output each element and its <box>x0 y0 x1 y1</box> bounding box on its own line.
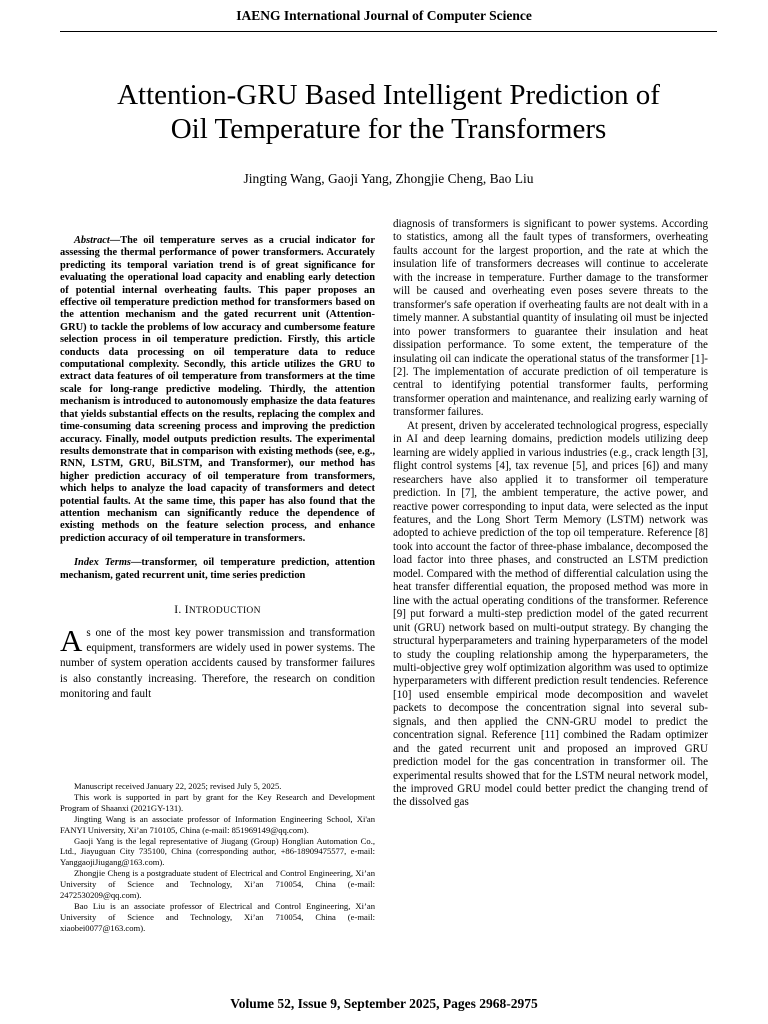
footnote-author-2: Gaoji Yang is the legal representative of Jiugang (Group) Honglian Automation Co., Ltd., Jiayuguan City 735100, China (corresponding author, +86-18909475577, e-mail: YanggaojiJiugang@163.com). <box>60 835 375 868</box>
header-rule <box>60 31 717 32</box>
title-line-1: Attention-GRU Based Intelligent Prediction of <box>117 79 660 111</box>
introduction-text: s one of the most key power transmission and transformation equipment, transformers are widely used in power systems. The number of system operation accidents caused by transformer failures is also constantly increasing. Therefore, the research on condition monitoring and fault <box>60 626 375 700</box>
body-paragraph-1: diagnosis of transformers is significant to power systems. According to statistics, among all the fault types of transformers, overheating faults account for the largest proportion, and the rate at which the insulation life of transformers decreases will continue to accelerate with the increase in temperature. Further damage to the transformer will be caused and overheating even poses severe threats to the transformer's safe operation if overheating faults are not dealt with in a timely manner. A substantial quantity of insulating oil must be injected into power transformers to guarantee their insulation and heat dissipation performance. To some extent, the temperature of the insulating oil can indicate the operational status of the transformer [1]-[2]. The implementation of accurate prediction of oil temperature is central to identifying potential transformer faults, performing transformer operation and maintenance, and realizing early warning of transformer failures. <box>393 218 708 419</box>
index-terms-text: —transformer, oil temperature prediction, attention mechanism, gated recurrent unit, time series prediction <box>60 557 375 581</box>
section-heading-introduction <box>60 604 375 616</box>
left-column <box>60 235 375 702</box>
body-paragraph-2: At present, driven by accelerated technological progress, especially in AI and deep learning domains, prediction models utilizing deep learning are widely applied in various industries (e.g., crack length [3], flight control systems [4], tax revenue [5], and prices [6]) and many researchers have also applied it to transformer oil temperature prediction. In [7], the ambient temperature, the active power, and reactive power corresponding to input data, were selected as the input features, and the Long Short Term Memory (LSTM) network was adopted to achieve prediction of the top oil temperature. Reference [8] took into account the factor of three-phase imbalance, decomposed the load factor into three phases, and constructed an LSTM prediction model. Compared with the method of differential calculation using the heat transfer differential equation, the proposed method was more in line with the actual operating conditions of the transformer. Reference [9] put forward a multi-step prediction model of the gated recurrent unit (GRU) network based on multi-output strategy. By changing the structural hyperparameters and training hyperparameters of the model to study the coupling relationship among the hyperparameters, the multi-objective grey wolf optimization algorithm was used to optimize hyperparameters with different prediction result tendencies. Reference [10] used ensemble empirical mode decomposition and wavelet packets to decompose the concentration signal into several sub-signals, and then applied the CNN-GRU model to predict the concentration signal. Reference [11] combined the Radam optimizer and the gated recurrent unit and proposed an improved GRU prediction model for the gas concentration in transformer oil. The experimental results showed that for the LSTM neural network model, the improved GRU model could better predict the changing trend of the dissolved gas <box>393 419 708 809</box>
footnotes <box>60 781 375 934</box>
footnote-author-1: Jingting Wang is an associate professor of Information Engineering School, Xi'an FANYI University, Xi’an 710105, China (e-mail: 851969149@qq.com). <box>60 813 375 835</box>
dropcap-letter: A <box>60 622 83 658</box>
abstract-label: Abstract <box>74 235 110 246</box>
footnote-funding: This work is supported in part by grant for the Key Research and Development Program of Shaanxi (2021GY-131). <box>60 791 375 813</box>
page-footer: Volume 52, Issue 9, September 2025, Pages 2968-2975 <box>230 996 538 1011</box>
abstract-text: —The oil temperature serves as a crucial indicator for assessing the thermal performance of power transformers. Accurately predicting its temporal variation trend is of great significance for evaluating the operational load capacity and enabling early detection of potential internal overheating faults. This paper proposes an effective oil temperature prediction method for transformers based on the attention mechanism and the gated recurrent unit (Attention-GRU) to tackle the problems of low accuracy and cumbersome feature selection process in oil temperature prediction. Firstly, this article conducts data processing on oil temperature data to reduce computational complexity. Secondly, this article utilizes the GRU to extract data features of oil temperature from transformers at the time scale for long-range predictive modeling. Thirdly, the attention mechanism is introduced to autonomously emphasize the data features that yields substantial effects on the results, replacing the complex and time-consuming data screening process and improving the prediction accuracy. Finally, model outputs prediction results. The experimental results demonstrate that in comparison with existing methods (see, e.g., RNN, LSTM, GRU, BiLSTM, and Transformer), our method has higher prediction accuracy of oil temperature from transformers, which helps to analyze the load capacity of transformers and detect potential faults. At the same time, this paper has also found that the attention mechanism can significantly reduce the dependence of existing methods on the feature selection process, and enhance prediction accuracy of oil temperature in transformers. <box>60 235 375 544</box>
author-list: Jingting Wang, Gaoji Yang, Zhongjie Cheng, Bao Liu <box>243 171 534 186</box>
index-terms-label: Index Terms <box>74 557 131 569</box>
section-heading-rest: NTRODUCTION <box>188 605 261 616</box>
index-terms <box>60 557 375 582</box>
journal-header: IAENG International Journal of Computer Science <box>236 8 532 23</box>
paper-title <box>60 78 717 146</box>
abstract <box>60 235 375 545</box>
footnote-author-4: Bao Liu is an associate professor of Electrical and Control Engineering, Xi’an University of Science and Technology, Xi’an 710054, China (e-mail: xiaobei0077@163.com). <box>60 900 375 933</box>
footnote-author-3: Zhongjie Cheng is a postgraduate student of Electrical and Control Engineering, Xi’an University of Science and Technology, Xi’an 710054, China (e-mail: 2472530209@qq.com). <box>60 868 375 901</box>
section-heading-numeral: I. I <box>174 603 189 616</box>
title-line-2: Oil Temperature for the Transformers <box>170 113 607 145</box>
footnote-received: Manuscript received January 22, 2025; revised July 5, 2025. <box>74 781 282 791</box>
introduction-paragraph <box>60 622 375 702</box>
right-column <box>393 218 708 810</box>
